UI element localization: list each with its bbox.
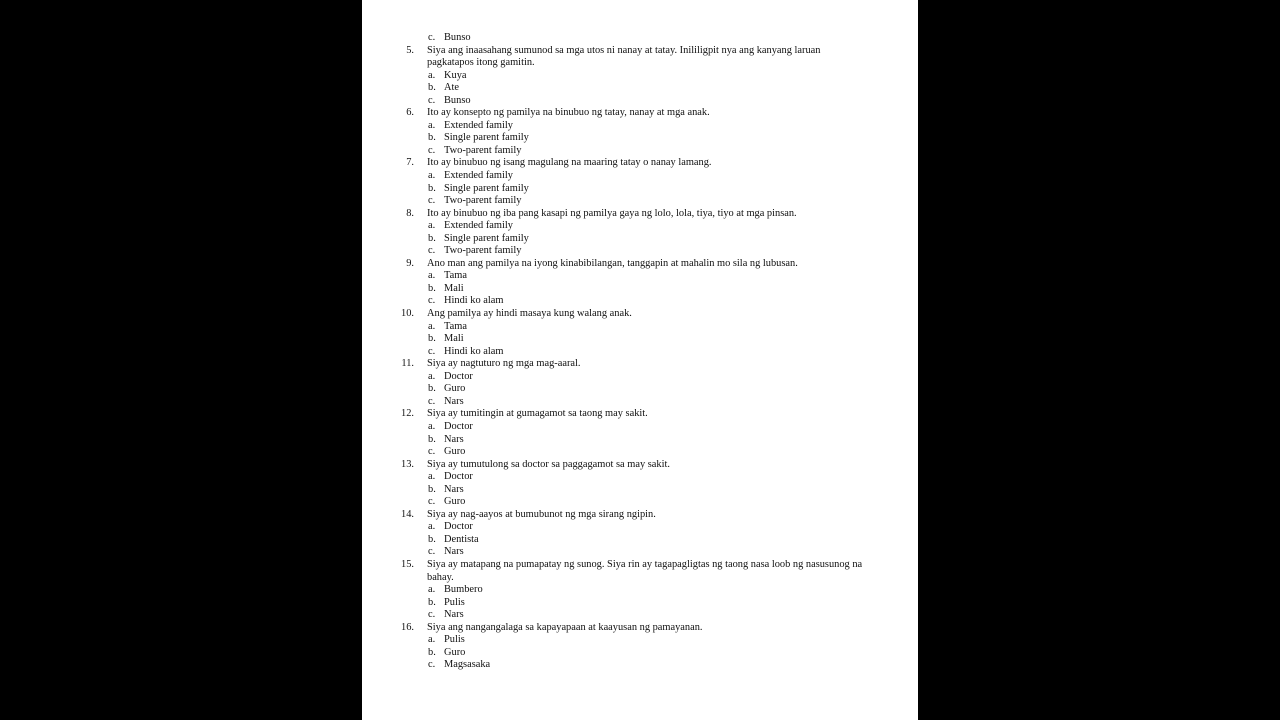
option-letter: a. xyxy=(428,521,436,533)
question-line xyxy=(362,509,918,522)
question-line xyxy=(362,459,918,472)
option-text: Ate xyxy=(444,82,460,94)
option-letter: a. xyxy=(428,370,436,382)
question-text: Siya ay nagtuturo ng mga mag-aaral. xyxy=(427,358,581,370)
option-line xyxy=(362,82,918,95)
option-letter: c. xyxy=(428,32,436,43)
question-number: 8. xyxy=(406,207,414,219)
option-line xyxy=(362,321,918,334)
question-text: pagkatapos itong gamitin. xyxy=(427,57,535,69)
option-line xyxy=(362,120,918,133)
option-text: Bumbero xyxy=(444,584,483,596)
option-letter: a. xyxy=(428,119,436,131)
option-letter: a. xyxy=(428,471,436,483)
option-text: Mali xyxy=(444,282,464,294)
option-line xyxy=(362,546,918,559)
question-number: 16. xyxy=(401,621,414,633)
option-line xyxy=(362,270,918,283)
option-letter: a. xyxy=(428,270,436,282)
question-text: Ito ay binubuo ng iba pang kasapi ng pamilya gaya ng lolo, lola, tiya, tiyo at mga pinsan. xyxy=(427,207,797,219)
option-letter: c. xyxy=(428,295,436,307)
question-line xyxy=(362,572,918,585)
question-number: 13. xyxy=(401,458,414,470)
option-letter: c. xyxy=(428,659,436,671)
option-letter: c. xyxy=(428,245,436,257)
option-letter: a. xyxy=(428,584,436,596)
option-letter: c. xyxy=(428,395,436,407)
question-line xyxy=(362,258,918,271)
option-line xyxy=(362,496,918,509)
quiz-content xyxy=(362,32,918,672)
option-text: Single parent family xyxy=(444,232,529,244)
option-line xyxy=(362,183,918,196)
option-text: Pulis xyxy=(444,596,465,608)
option-line xyxy=(362,283,918,296)
question-number: 14. xyxy=(401,508,414,520)
option-text: Extended family xyxy=(444,170,513,182)
option-text: Doctor xyxy=(444,420,473,432)
option-line xyxy=(362,371,918,384)
question-text: Ano man ang pamilya na iyong kinabibilangan, tanggapin at mahalin mo sila ng lubusan. xyxy=(427,257,798,269)
option-letter: a. xyxy=(428,634,436,646)
option-text: Pulis xyxy=(444,634,465,646)
option-text: Nars xyxy=(444,395,464,407)
question-text: Ito ay binubuo ng isang magulang na maaring tatay o nanay lamang. xyxy=(427,157,712,169)
question-number: 11. xyxy=(401,358,414,370)
option-text: Guro xyxy=(444,496,466,508)
option-letter: a. xyxy=(428,420,436,432)
option-line xyxy=(362,245,918,258)
option-line xyxy=(362,396,918,409)
option-text: Tama xyxy=(444,320,467,332)
option-letter: a. xyxy=(428,170,436,182)
option-text: Kuya xyxy=(444,69,467,81)
option-line xyxy=(362,32,918,45)
option-letter: b. xyxy=(428,433,436,445)
question-text: bahay. xyxy=(427,571,454,583)
question-text: Ito ay konsepto ng pamilya na binubuo ng tatay, nanay at mga anak. xyxy=(427,107,710,119)
option-text: Extended family xyxy=(444,220,513,232)
option-line xyxy=(362,659,918,672)
option-text: Magsasaka xyxy=(444,659,491,671)
question-line xyxy=(362,308,918,321)
option-line xyxy=(362,132,918,145)
option-line xyxy=(362,471,918,484)
option-text: Bunso xyxy=(444,94,471,106)
option-line xyxy=(362,383,918,396)
option-line xyxy=(362,609,918,622)
option-letter: b. xyxy=(428,483,436,495)
option-letter: c. xyxy=(428,446,436,458)
option-letter: b. xyxy=(428,132,436,144)
option-line xyxy=(362,145,918,158)
option-line xyxy=(362,346,918,359)
document-page xyxy=(362,0,918,720)
option-text: Mali xyxy=(444,333,464,345)
option-line xyxy=(362,521,918,534)
question-text: Siya ay nag-aayos at bumubunot ng mga sirang ngipin. xyxy=(427,508,656,520)
option-line xyxy=(362,95,918,108)
question-line xyxy=(362,45,918,58)
option-letter: c. xyxy=(428,345,436,357)
option-letter: b. xyxy=(428,82,436,94)
option-text: Tama xyxy=(444,270,467,282)
question-line xyxy=(362,157,918,170)
option-text: Single parent family xyxy=(444,132,529,144)
option-line xyxy=(362,434,918,447)
option-line xyxy=(362,597,918,610)
option-letter: a. xyxy=(428,220,436,232)
option-line xyxy=(362,70,918,83)
option-text: Doctor xyxy=(444,521,473,533)
question-number: 7. xyxy=(406,157,414,169)
question-line xyxy=(362,408,918,421)
question-line xyxy=(362,57,918,70)
question-number: 12. xyxy=(401,408,414,420)
question-number: 15. xyxy=(401,558,414,570)
option-letter: c. xyxy=(428,195,436,207)
option-text: Two-parent family xyxy=(444,245,522,257)
option-letter: b. xyxy=(428,596,436,608)
option-text: Guro xyxy=(444,646,466,658)
question-line xyxy=(362,107,918,120)
option-letter: b. xyxy=(428,646,436,658)
option-line xyxy=(362,584,918,597)
option-line xyxy=(362,220,918,233)
option-letter: a. xyxy=(428,69,436,81)
option-letter: c. xyxy=(428,144,436,156)
option-text: Hindi ko alam xyxy=(444,295,504,307)
option-line xyxy=(362,233,918,246)
option-text: Doctor xyxy=(444,471,473,483)
question-line xyxy=(362,208,918,221)
option-text: Nars xyxy=(444,483,464,495)
option-line xyxy=(362,195,918,208)
question-text: Siya ay tumitingin at gumagamot sa taong may sakit. xyxy=(427,408,648,420)
option-letter: c. xyxy=(428,496,436,508)
option-line xyxy=(362,295,918,308)
option-text: Bunso xyxy=(444,32,471,43)
option-line xyxy=(362,421,918,434)
question-text: Siya ay tumutulong sa doctor sa paggagamot sa may sakit. xyxy=(427,458,670,470)
option-letter: b. xyxy=(428,232,436,244)
option-text: Two-parent family xyxy=(444,144,522,156)
option-text: Dentista xyxy=(444,533,479,545)
option-text: Extended family xyxy=(444,119,513,131)
question-number: 10. xyxy=(401,308,414,320)
option-text: Nars xyxy=(444,609,464,621)
option-letter: b. xyxy=(428,383,436,395)
option-text: Two-parent family xyxy=(444,195,522,207)
option-line xyxy=(362,333,918,346)
question-number: 5. xyxy=(406,44,414,56)
question-number: 6. xyxy=(406,107,414,119)
question-text: Siya ang inaasahang sumunod sa mga utos ni nanay at tatay. Inililigpit nya ang kanyang laruan xyxy=(427,44,821,56)
option-letter: c. xyxy=(428,546,436,558)
option-letter: a. xyxy=(428,320,436,332)
option-text: Hindi ko alam xyxy=(444,345,504,357)
option-line xyxy=(362,534,918,547)
option-text: Nars xyxy=(444,433,464,445)
question-line xyxy=(362,559,918,572)
option-line xyxy=(362,446,918,459)
question-text: Siya ay matapang na pumapatay ng sunog. Siya rin ay tagapagligtas ng taong nasa loob ng nasusunog na xyxy=(427,558,863,570)
option-text: Single parent family xyxy=(444,182,529,194)
option-line xyxy=(362,170,918,183)
option-text: Guro xyxy=(444,383,466,395)
option-letter: b. xyxy=(428,533,436,545)
option-text: Doctor xyxy=(444,370,473,382)
question-text: Ang pamilya ay hindi masaya kung walang anak. xyxy=(427,308,632,320)
option-letter: b. xyxy=(428,282,436,294)
option-letter: c. xyxy=(428,94,436,106)
option-letter: b. xyxy=(428,182,436,194)
option-letter: c. xyxy=(428,609,436,621)
option-text: Guro xyxy=(444,446,466,458)
question-line xyxy=(362,622,918,635)
question-line xyxy=(362,358,918,371)
option-text: Nars xyxy=(444,546,464,558)
option-line xyxy=(362,484,918,497)
option-line xyxy=(362,634,918,647)
question-number: 9. xyxy=(406,257,414,269)
option-line xyxy=(362,647,918,660)
question-text: Siya ang nangangalaga sa kapayapaan at kaayusan ng pamayanan. xyxy=(427,621,703,633)
option-letter: b. xyxy=(428,333,436,345)
